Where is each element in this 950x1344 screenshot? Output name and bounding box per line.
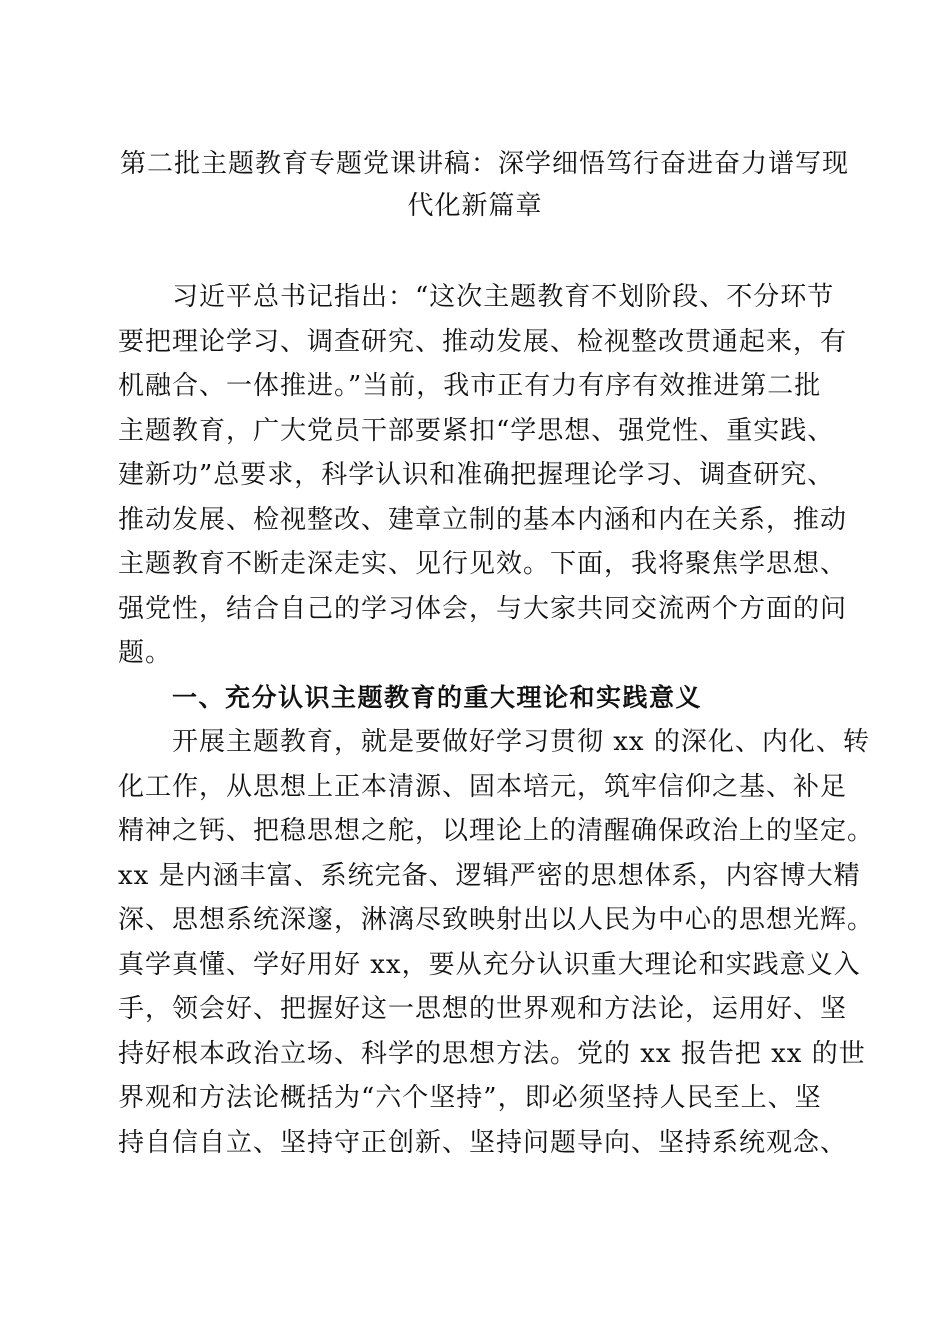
paragraph-line: 习近平总书记指出：“这次主题教育不划阶段、不分环节 [172, 282, 835, 312]
paragraph-line: 强党性，结合自己的学习体会，与大家共同交流两个方面的问 [118, 593, 848, 624]
paragraph-line: 机融合、一体推进。”当前，我市正有力有序有效推进第二批 [118, 371, 822, 401]
document-body [118, 275, 875, 1165]
paragraph-line: 题。 [118, 638, 173, 668]
paragraph-intro [118, 275, 848, 676]
title-line-1: 第二批主题教育专题党课讲稿：深学细悟笃行奋进奋力谱写现 [120, 149, 850, 179]
paragraph-line: 主题教育不断走深走实、见行见效。下面，我将聚焦学思想、 [118, 549, 848, 579]
paragraph-line: 界观和方法论概括为“六个坚持”，即必须坚持人民至上、坚 [118, 1083, 822, 1113]
paragraph-line: 要把理论学习、调查研究、推动发展、检视整改贯通起来，有 [118, 326, 848, 357]
document-title [120, 143, 850, 227]
paragraph-line: 持自信自立、坚持守正创新、坚持问题导向、坚持系统观念、 [118, 1127, 848, 1158]
paragraph-section-1 [118, 720, 875, 1165]
paragraph-line: 主题教育，广大党员干部要紧扣“学思想、强党性、重实践、 [118, 415, 835, 446]
paragraph-line: 化工作，从思想上正本清源、固本培元，筑牢信仰之基、补足 [118, 771, 848, 802]
paragraph-line: 推动发展、检视整改、建章立制的基本内涵和内在关系，推动 [118, 504, 848, 535]
paragraph-line: 开展主题教育，就是要做好学习贯彻 xx 的深化、内化、转 [172, 727, 870, 757]
paragraph-line: 建新功”总要求，科学认识和准确把握理论学习、调查研究、 [118, 460, 835, 490]
paragraph-line: 手，领会好、把握好这一思想的世界观和方法论，运用好、坚 [118, 994, 848, 1024]
title-line-2: 代化新篇章 [407, 191, 543, 221]
paragraph-line: 精神之钙、把稳思想之舵，以理论上的清醒确保政治上的坚定。 [118, 816, 875, 846]
section-heading: 一、充分认识主题教育的重大理论和实践意义 [172, 682, 703, 712]
paragraph-line: 持好根本政治立场、科学的思想方法。党的 xx 报告把 xx 的世 [118, 1038, 866, 1069]
paragraph-line: xx 是内涵丰富、系统完备、逻辑严密的思想体系，内容博大精 [118, 860, 861, 891]
paragraph-line: 真学真懂、学好用好 xx，要从充分认识重大理论和实践意义入 [118, 949, 861, 980]
paragraph-line: 深、思想系统深邃，淋漓尽致映射出以人民为中心的思想光辉。 [118, 905, 875, 935]
